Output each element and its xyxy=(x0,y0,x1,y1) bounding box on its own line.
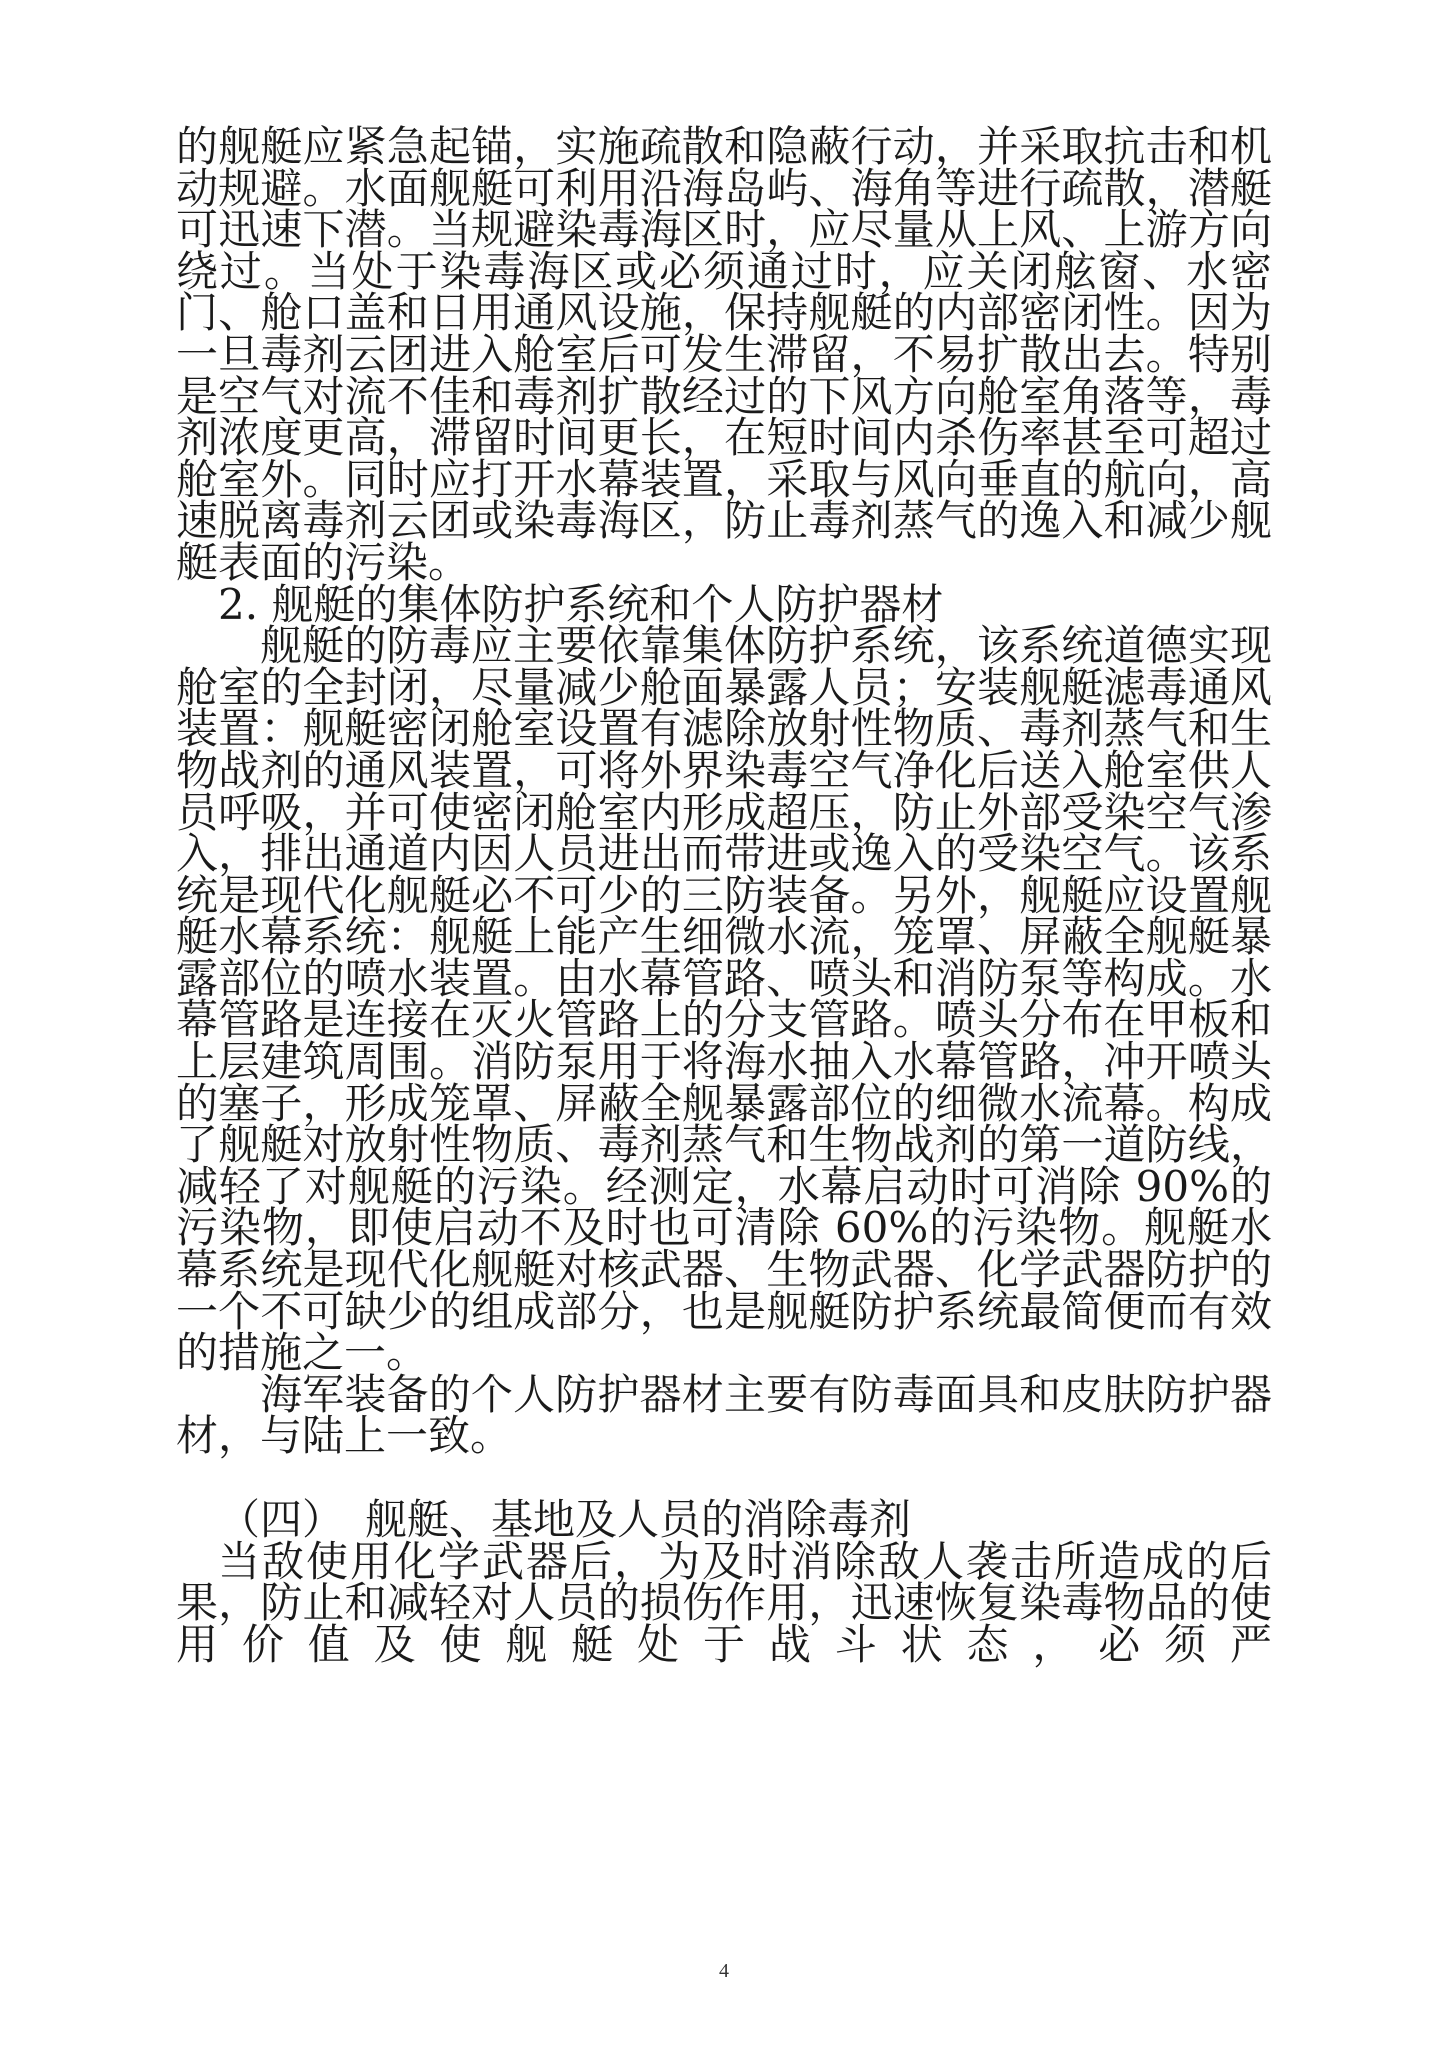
paragraph-personal-protection: 海军装备的个人防护器材主要有防毒面具和皮肤防护器材，与陆上一致。 xyxy=(176,1369,1272,1461)
page-number: 4 xyxy=(719,1960,729,1982)
paragraph-decontamination: 当敌使用化学武器后，为及时消除敌人袭击所造成的后果，防止和减轻对人员的损伤作用，迅速恢复染毒物品的使用价值及使舰艇处于战斗状态，必须严 xyxy=(176,1536,1272,1669)
paragraph-ship-evasion: 的舰艇应紧急起锚，实施疏散和隐蔽行动，并采取抗击和机动规避。水面舰艇可利用沿海岛屿、海角等进行疏散，潜艇可迅速下潜。当规避染毒海区时，应尽量从上风、上游方向绕过。当处于染毒海区或必须通过时，应关闭舷窗、水密门、舱口盖和日用通风设施，保持舰艇的内部密闭性。因为一旦毒剂云团进入舱室后可发生滞留，不易扩散出去。特别是空气对流不佳和毒剂扩散经过的下风方向舱室角落等，毒剂浓度更高，滞留时间更长，在短时间内杀伤率甚至可超过舱室外。同时应打开水幕装置，采取与风向垂直的航向，高速脱离毒剂云团或染毒海区，防止毒剂蒸气的逸入和减少舰艇表面的污染。 xyxy=(176,122,1272,587)
paragraph-collective-protection: 舰艇的防毒应主要依靠集体防护系统，该系统道德实现舱室的全封闭，尽量减少舱面暴露人员；安装舰艇滤毒通风装置：舰艇密闭舱室设置有滤除放射性物质、毒剂蒸气和生物战剂的通风装置，可将外界染毒空气净化后送入舱室供人员呼吸，并可使密闭舱室内形成超压，防止外部受染空气渗入，排出通道内因人员进出而带进或逸入的受染空气。该系统是现代化舰艇必不可少的三防装备。另外，舰艇应设置舰艇水幕系统：舰艇上能产生细微水流，笼罩、屏蔽全舰艇暴露部位的喷水装置。由水幕管路、喷头和消防泵等构成。水幕管路是连接在灭火管路上的分支管路。喷头分布在甲板和上层建筑周围。消防泵用于将海水抽入水幕管路，冲开喷头的塞子，形成笼罩、屏蔽全舰暴露部位的细微水流幕。构成了舰艇对放射性物质、毒剂蒸气和生物战剂的第一道防线，减轻了对舰艇的污染。经测定，水幕启动时可消除 90%的污染物，即使启动不及时也可清除 60%的污染物。舰艇水幕系统是现代化舰艇对核武器、生物武器、化学武器防护的一个不可缺少的组成部分，也是舰艇防护系统最简便而有效的措施之一。 xyxy=(176,621,1272,1378)
subheading-collective-protection: 2. 舰艇的集体防护系统和个人防护器材 xyxy=(218,579,944,629)
section-heading-decontamination: （四） 舰艇、基地及人员的消除毒剂 xyxy=(218,1495,912,1544)
body-text xyxy=(176,122,1272,1669)
